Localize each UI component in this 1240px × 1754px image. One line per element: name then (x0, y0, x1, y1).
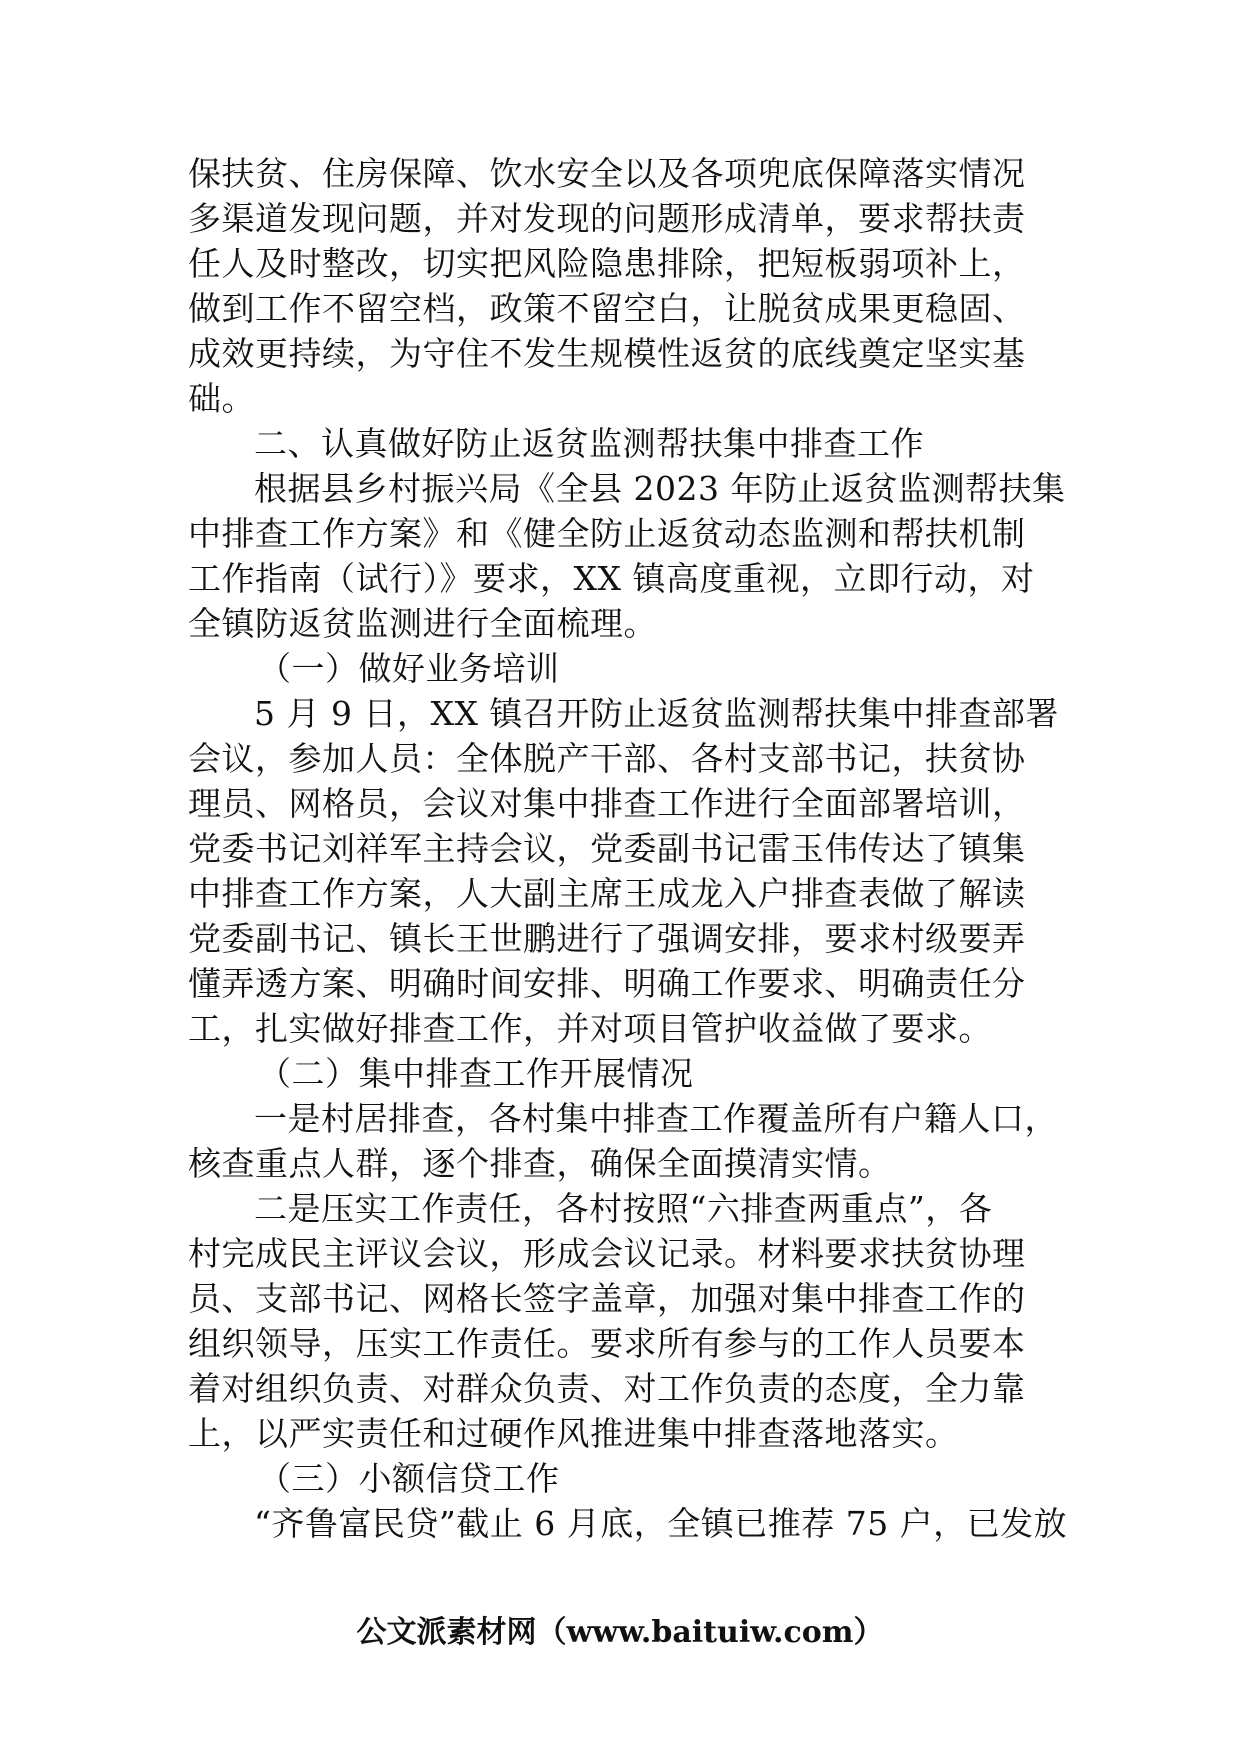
body-line: 理员、网格员，会议对集中排查工作进行全面部署培训， (188, 784, 1026, 823)
body-line: 根据县乡村振兴局《全县 2023 年防止返贫监测帮扶集 (254, 469, 1066, 508)
body-line: 做到工作不留空档，政策不留空白，让脱贫成果更稳固、 (188, 289, 1026, 328)
body-line: 中排查工作方案》和《健全防止返贫动态监测和帮扶机制 (188, 514, 1026, 553)
body-line: 保扶贫、住房保障、饮水安全以及各项兜底保障落实情况 (188, 154, 1026, 193)
body-line: 员、支部书记、网格长签字盖章，加强对集中排查工作的 (188, 1279, 1026, 1318)
body-line: 组织领导，压实工作责任。要求所有参与的工作人员要本 (188, 1324, 1026, 1363)
body-line: 全镇防返贫监测进行全面梳理。 (188, 604, 657, 643)
body-line: 二是压实工作责任，各村按照“六排查两重点”，各 (254, 1189, 993, 1228)
subsection-heading: （一）做好业务培训 (258, 649, 560, 688)
body-line: 中排查工作方案，人大副主席王成龙入户排查表做了解读 (188, 874, 1026, 913)
body-line: 着对组织负责、对群众负责、对工作负责的态度，全力靠 (188, 1369, 1026, 1408)
subsection-heading: （三）小额信贷工作 (258, 1459, 560, 1498)
body-line: 5 月 9 日，XX 镇召开防止返贫监测帮扶集中排查部署 (254, 694, 1059, 733)
body-line: 核查重点人群，逐个排查，确保全面摸清实情。 (188, 1144, 892, 1183)
body-line: 工，扎实做好排查工作，并对项目管护收益做了要求。 (188, 1009, 992, 1048)
body-line: 村完成民主评议会议，形成会议记录。材料要求扶贫协理 (188, 1234, 1026, 1273)
body-line: 多渠道发现问题，并对发现的问题形成清单，要求帮扶责 (188, 199, 1026, 238)
body-line: 任人及时整改，切实把风险隐患排除，把短板弱项补上， (188, 244, 1026, 283)
body-line: 上，以严实责任和过硬作风推进集中排查落地落实。 (188, 1414, 959, 1453)
body-line: 工作指南（试行）》要求，XX 镇高度重视，立即行动，对 (188, 559, 1035, 598)
subsection-heading: （二）集中排查工作开展情况 (258, 1054, 694, 1093)
footer-watermark: 公文派素材网（www.baituiw.com） (356, 1615, 884, 1650)
section-heading: 二、认真做好防止返贫监测帮扶集中排查工作 (254, 424, 924, 463)
body-line: 懂弄透方案、明确时间安排、明确工作要求、明确责任分 (188, 964, 1026, 1003)
body-line: 成效更持续，为守住不发生规模性返贫的底线奠定坚实基 (188, 334, 1026, 373)
body-line: “齐鲁富民贷”截止 6 月底，全镇已推荐 75 户，已发放 (254, 1504, 1068, 1543)
body-line: 党委副书记、镇长王世鹏进行了强调安排，要求村级要弄 (188, 919, 1026, 958)
body-line: 党委书记刘祥军主持会议，党委副书记雷玉伟传达了镇集 (188, 829, 1026, 868)
body-line: 会议，参加人员：全体脱产干部、各村支部书记，扶贫协 (188, 739, 1026, 778)
body-line: 一是村居排查，各村集中排查工作覆盖所有户籍人口， (254, 1099, 1058, 1138)
body-line: 础。 (188, 379, 255, 418)
